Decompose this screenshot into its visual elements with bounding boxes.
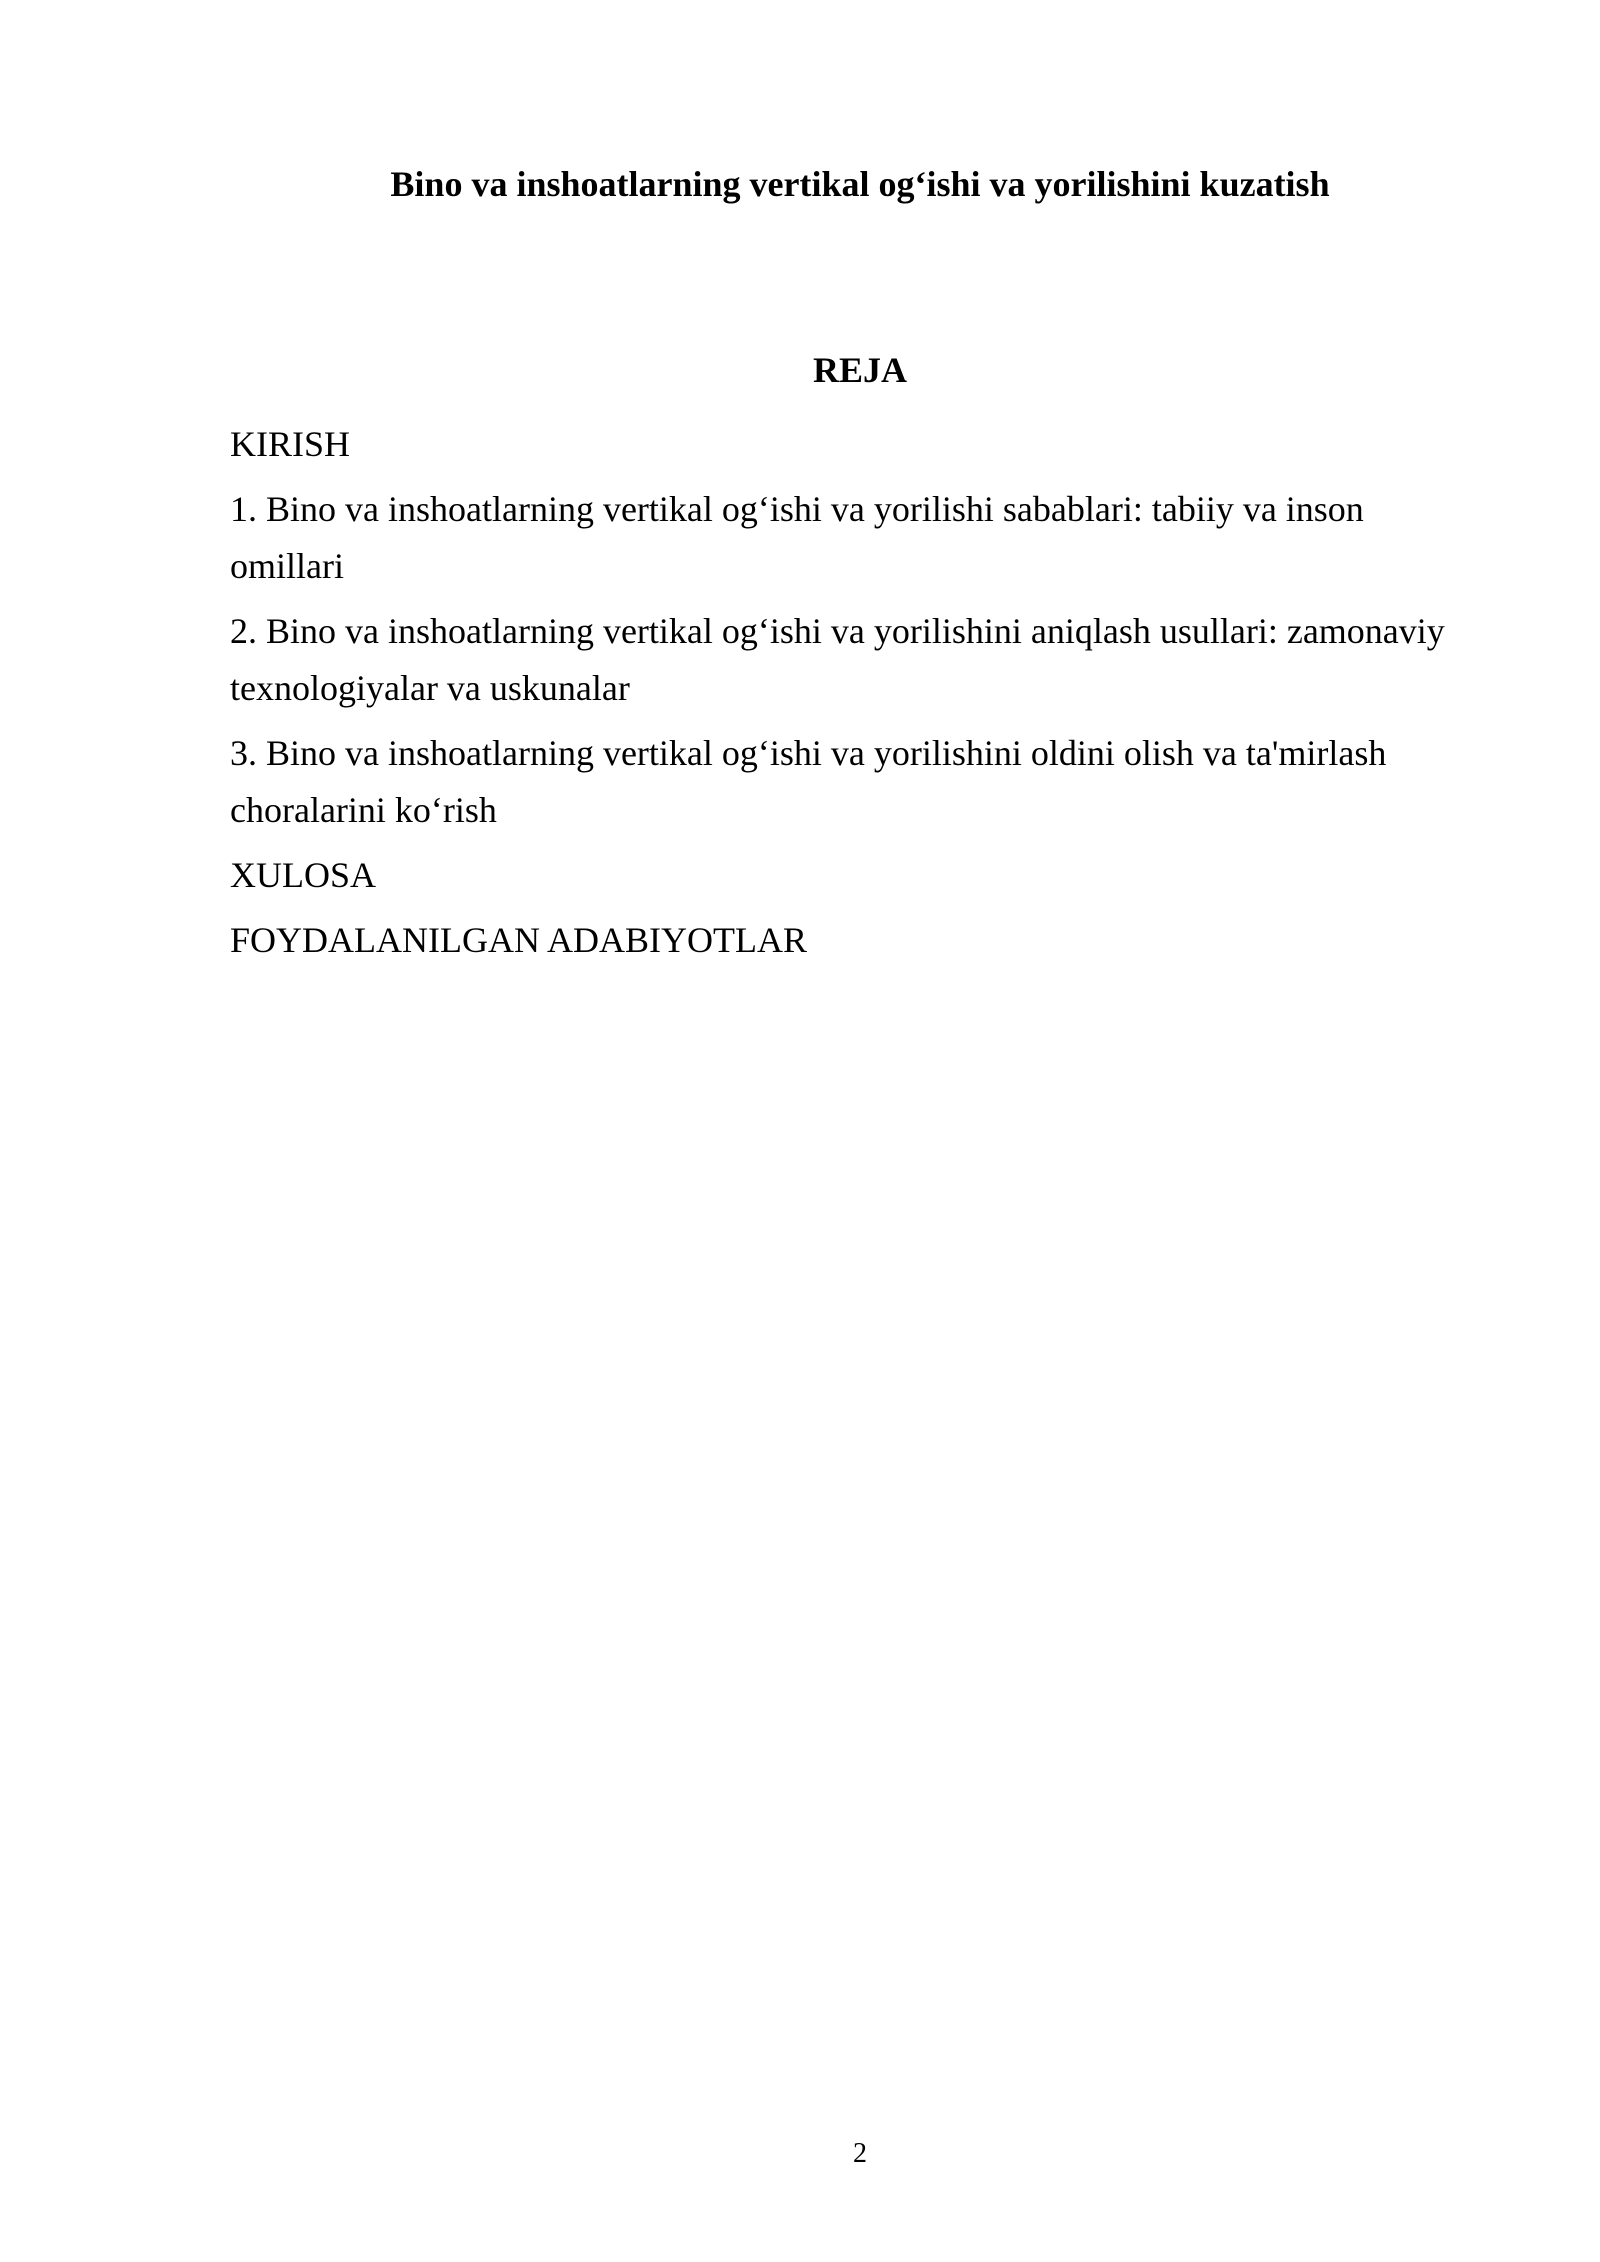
document-title: Bino va inshoatlarning vertikal og‘ishi va yorilishini kuzatish (390, 164, 1330, 204)
plan-list (230, 416, 1480, 977)
plan-heading: REJA (812, 350, 907, 390)
plan-item-conclusion: XULOSA (230, 855, 377, 895)
plan-item-introduction: KIRISH (230, 424, 351, 464)
plan-item-2: 2. Bino va inshoatlarning vertikal og‘ishi va yorilishini aniqlash usullari: zamonaviy texnologiyalar va uskunalar (230, 611, 1445, 708)
plan-item-references: FOYDALANILGAN ADABIYOTLAR (230, 920, 807, 960)
page-number: 2 (853, 2138, 867, 2169)
plan-item-3: 3. Bino va inshoatlarning vertikal og‘ishi va yorilishini oldini olish va ta'mirlash choralarini ko‘rish (230, 733, 1387, 830)
plan-item-1: 1. Bino va inshoatlarning vertikal og‘ishi va yorilishi sabablari: tabiiy va inson omillari (230, 489, 1364, 586)
